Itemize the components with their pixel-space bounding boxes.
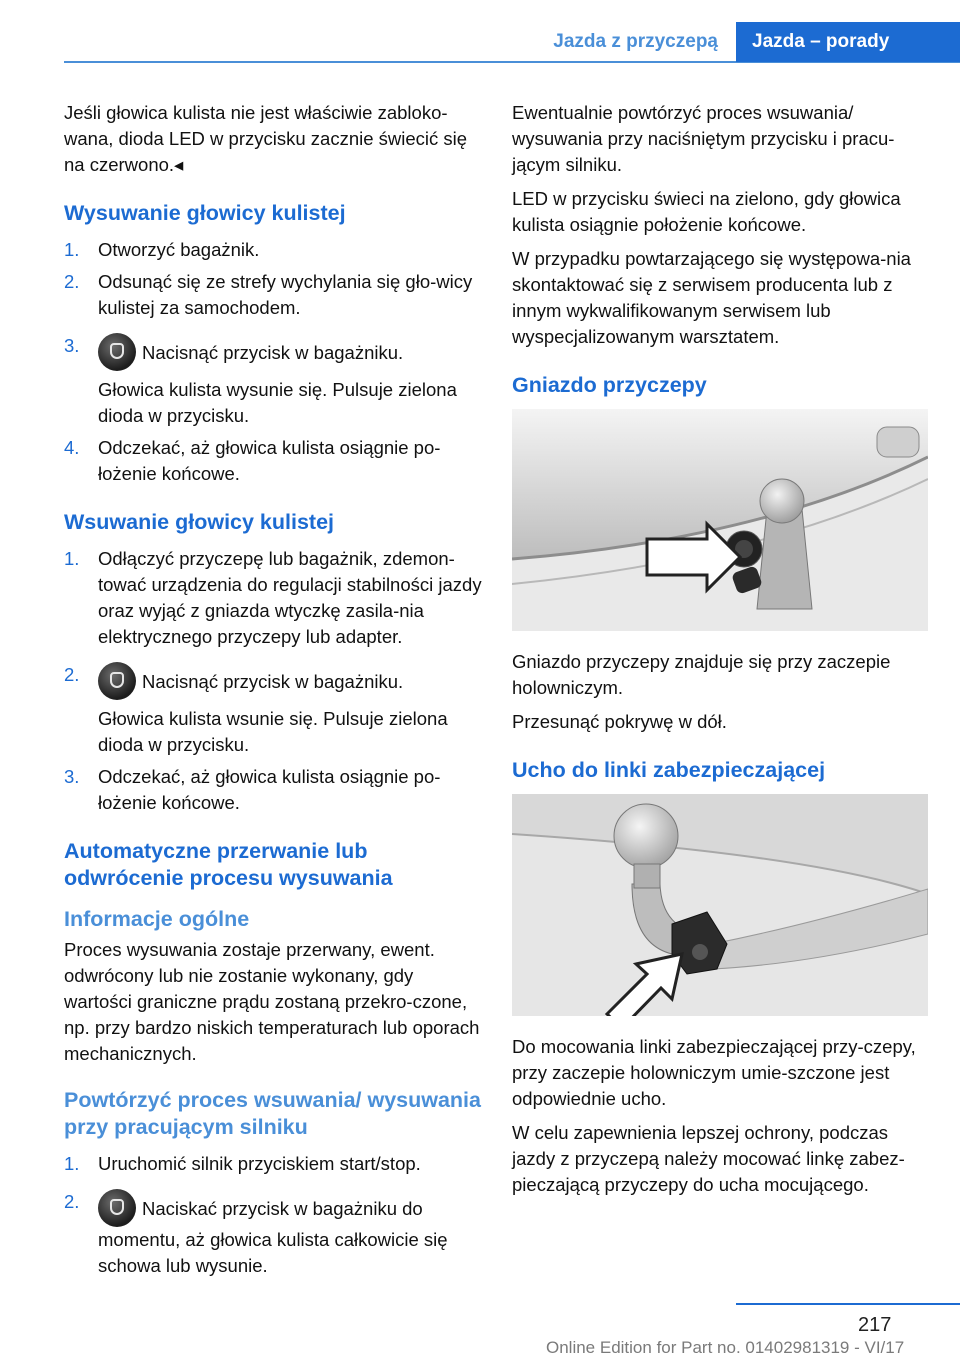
trunk-button-icon (98, 1189, 136, 1227)
tow-bar-stem (757, 509, 812, 609)
step-text: Nacisnąć przycisk w bagażniku. (142, 671, 404, 692)
step-text: Odczekać, aż głowica kulista osiągnie po-łożenie końcowe. (98, 766, 441, 813)
step-number: 2. (64, 664, 80, 685)
list-item (64, 656, 482, 758)
tow-ball (760, 479, 804, 523)
eye-illustration (512, 794, 928, 1016)
step-number: 2. (64, 271, 80, 292)
step-text: Nacisnąć przycisk w bagażniku. (142, 342, 404, 363)
step-subtext: Głowica kulista wysunie się. Pulsuje zielona dioda w przycisku. (98, 379, 457, 426)
step-number: 1. (64, 548, 80, 569)
footer-rule (736, 1303, 960, 1305)
list-item (64, 1151, 482, 1177)
auto-heading: Automatyczne przerwanie lub odwrócenie procesu wysuwania (64, 839, 393, 890)
socket-heading: Gniazdo przyczepy (512, 373, 707, 397)
trunk-button-icon (98, 662, 136, 700)
eye-illustration-svg (512, 794, 928, 1016)
list-item (64, 546, 482, 650)
exhaust-pipe (877, 427, 919, 457)
step-number: 1. (64, 239, 80, 260)
retract-steps (64, 546, 482, 816)
list-item (64, 327, 482, 429)
step-number: 3. (64, 766, 80, 787)
header-section-tab[interactable]: Jazda z przyczepą (553, 31, 718, 52)
list-item (64, 1183, 482, 1279)
led-paragraph: LED w przycisku świeci na zielono, gdy głowica kulista osiągnie położenie końcowe. (512, 188, 901, 235)
socket-illustration (512, 409, 928, 631)
general-info-heading: Informacje ogólne (64, 907, 250, 931)
step-text: Odczekać, aż głowica kulista osiągnie po-łożenie końcowe. (98, 437, 441, 484)
step-number: 1. (64, 1153, 80, 1174)
retract-heading: Wsuwanie głowicy kulistej (64, 510, 335, 534)
repeat-paragraph: Ewentualnie powtórzyć proces wsuwania/ wysuwania przy naciśniętym przycisku i pracu-jącym silniku. (512, 102, 895, 175)
list-item (64, 764, 482, 816)
extend-steps (64, 237, 482, 487)
page-number: 217 (858, 1314, 892, 1336)
step-text: Uruchomić silnik przyciskiem start/stop. (98, 1153, 421, 1174)
general-info-paragraph: Proces wysuwania zostaje przerwany, ewent. odwrócony lub nie zostanie wykonany, gdy wartości graniczne prądu zostaną przekro-czone, np. przy bardzo niskich temperaturach lub oporach mechanicznych. (64, 939, 480, 1064)
step-number: 2. (64, 1191, 80, 1212)
step-subtext: Głowica kulista wsunie się. Pulsuje zielona dioda w przycisku. (98, 708, 448, 755)
step-text: Odłączyć przyczepę lub bagażnik, zdemon-tować urządzenia do regulacji stabilności jazdy oraz wyjąć z gniazda wtyczkę zasila-nia elektrycznego przyczepy lub adapter. (98, 548, 482, 647)
trunk-button-icon (98, 333, 136, 371)
list-item (64, 269, 482, 321)
eye-paragraph: Do mocowania linki zabezpieczającej przy-czepy, przy zaczepie holowniczym umie-szczone jest odpowiednie ucho. (512, 1036, 916, 1109)
socket-paragraph: Gniazdo przyczepy znajduje się przy zaczepie holowniczym. (512, 651, 891, 698)
tow-ball (614, 804, 678, 868)
step-text: Otworzyć bagażnik. (98, 239, 260, 260)
right-column (512, 100, 930, 1206)
eye-safety-paragraph: W celu zapewnienia lepszej ochrony, podczas jazdy z przyczepą należy mocować linkę zabez-pieczającą przyczepy do ucha mocującego. (512, 1122, 905, 1195)
step-number: 4. (64, 437, 80, 458)
repeat-heading: Powtórzyć proces wsuwania/ wysuwania przy pracującym silniku (64, 1088, 481, 1139)
socket-illustration-svg (512, 409, 928, 631)
step-number: 3. (64, 335, 80, 356)
left-column (64, 100, 482, 1285)
header-chapter-tab[interactable]: Jazda – porady (736, 22, 960, 62)
eye-heading: Ucho do linki zabezpieczającej (512, 758, 826, 782)
step-text: Odsunąć się ze strefy wychylania się gło-wicy kulistej za samochodem. (98, 271, 473, 318)
list-item (64, 435, 482, 487)
repeat-steps (64, 1151, 482, 1279)
list-item (64, 237, 482, 263)
service-paragraph: W przypadku powtarzającego się występowa-nia skontaktować się z serwisem producenta lub z innym wykwalifikowanym serwisem lub wyspecjalizowanym warsztatem. (512, 248, 911, 347)
extend-heading: Wysuwanie głowicy kulistej (64, 201, 346, 225)
edition-label: Online Edition for Part no. 01402981319 - VI/17 (546, 1338, 905, 1357)
socket-cover-paragraph: Przesunąć pokrywę w dół. (512, 711, 727, 732)
step-text: Naciskać przycisk w bagażniku do momentu, aż głowica kulista całkowicie się schowa lub wysunie. (98, 1198, 448, 1276)
intro-paragraph: Jeśli głowica kulista nie jest właściwie zabloko-wana, dioda LED w przycisku zacznie świecić się na czerwono.◂ (64, 102, 468, 175)
